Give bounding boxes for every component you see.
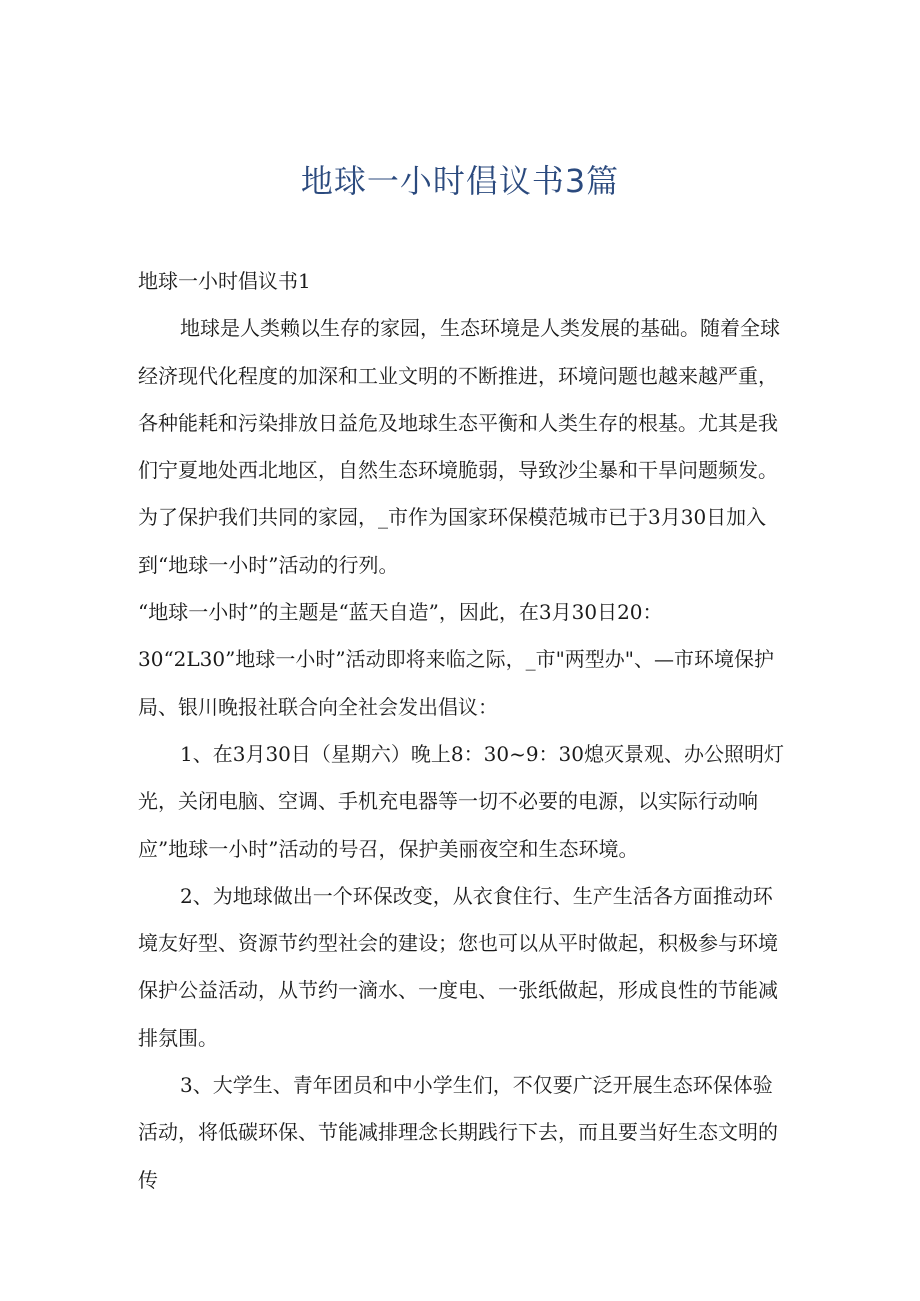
paragraph-initiative: 30“2L30”地球一小时”活动即将来临之际，_市"两型办"、—市环境保护局、银川晚报社联合向全社会发出倡议： (138, 647, 774, 719)
paragraph-item-3: 3、大学生、青年团员和中小学生们，不仅要广泛开展生态环保体验活动，将低碳环保、节能减排理念长期践行下去，而且要当好生态文明的传 (138, 1073, 778, 1192)
section-heading: 地球一小时倡议书1 (138, 269, 311, 293)
paragraph-theme: “地球一小时”的主题是“蓝天自造”，因此，在3月30日20： (138, 600, 663, 625)
document-title: 地球一小时倡议书3篇 (300, 162, 620, 200)
paragraph-item-1: 1、在3月30日（星期六）晚上8：30~9：30熄灭景观、办公照明灯光，关闭电脑、空调、手机充电器等一切不必要的电源，以实际行动响应”地球一小时”活动的号召，保护美丽夜空和生态环境。 (138, 741, 785, 861)
document-body (138, 258, 788, 1204)
paragraph-item-2: 2、为地球做出一个环保改变，从衣食住行、生产生活各方面推动环境友好型、资源节约型社会的建设；您也可以从平时做起，积极参与环境保护公益活动，从节约一滴水、一度电、一张纸做起，形成良性的节能减排氛围。 (138, 883, 778, 1050)
paragraph-intro: 地球是人类赖以生存的家园，生态环境是人类发展的基础。随着全球经济现代化程度的加深和工业文明的不断推进，环境问题也越来越严重，各种能耗和污染排放日益危及地球生态平衡和人类生存的根基。尤其是我们宁夏地处西北地区，自然生态环境脆弱，导致沙尘暴和干旱问题频发。为了保护我们共同的家园，_市作为国家环保模范城市已于3月30日加入到“地球一小时”活动的行列。 (138, 316, 780, 577)
